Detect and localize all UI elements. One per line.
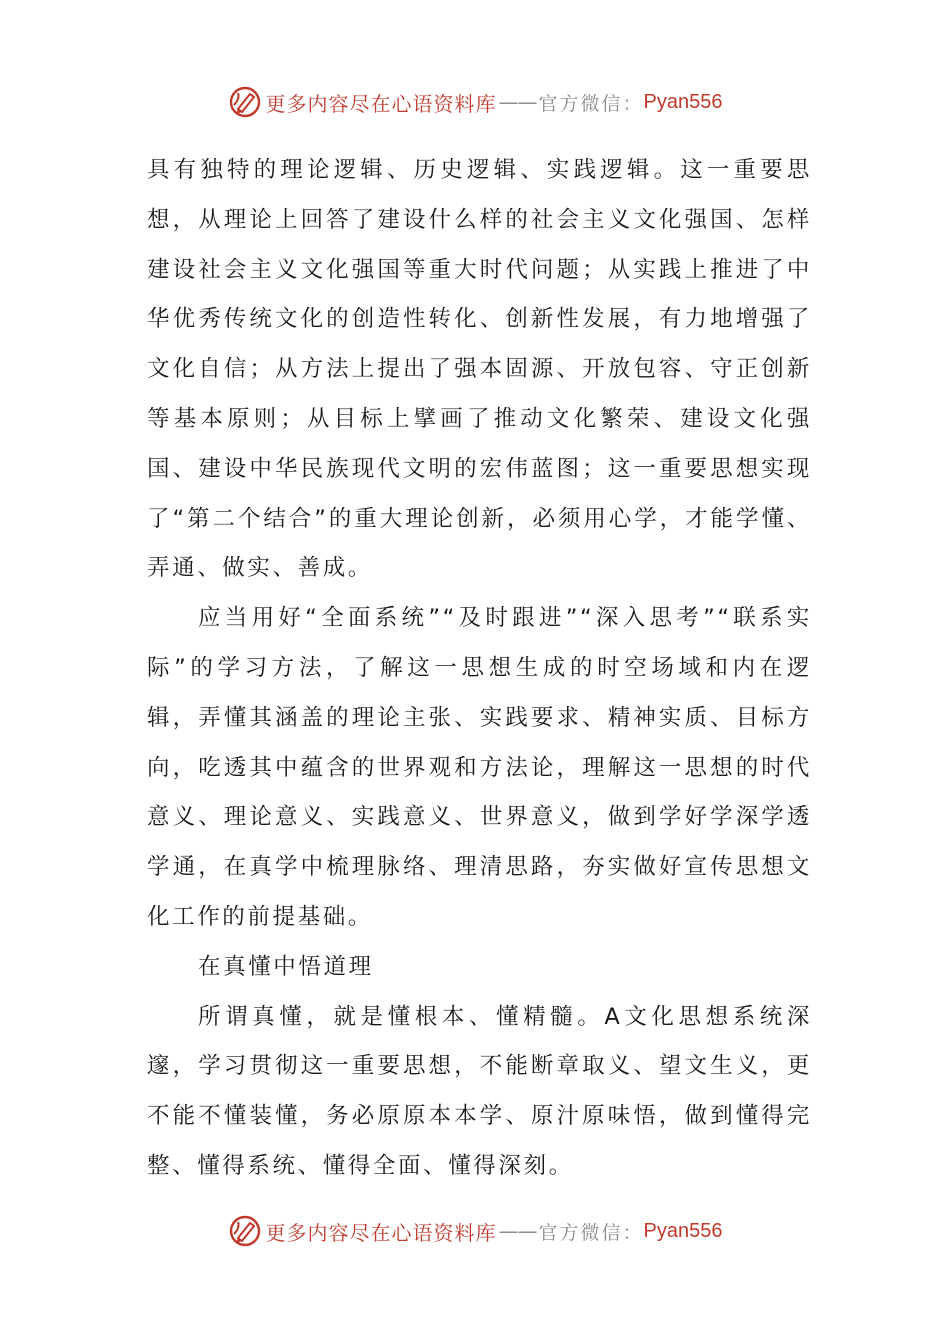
section-heading: 在真懂中悟道理 (198, 953, 374, 980)
footer-wechat-label: 官方微信： (538, 1221, 644, 1244)
header-banner (0, 82, 950, 122)
pen-logo-icon (228, 1214, 262, 1248)
paragraph-true-understanding: 所谓真懂，就是懂根本、懂精髓。A文化思想系统深邃，学习贯彻这一重要思想，不能断章取义、望文生义，更不能不懂装懂，务必原原本本学、原汁原味悟，做到懂得完整、懂得系统、懂得全面、懂得深刻。 (147, 1003, 812, 1179)
header-separator: —— (498, 90, 537, 114)
paragraph-continued: 具有独特的理论逻辑、历史逻辑、实践逻辑。这一重要思想，从理论上回答了建设什么样的社会主义文化强国、怎样建设社会主义文化强国等重大时代问题；从实践上推进了中华优秀传统文化的创造性转化、创新性发展，有力地增强了文化自信；从方法上提出了强本固源、开放包容、守正创新等基本原则；从目标上擘画了推动文化繁荣、建设文化强国、建设中华民族现代文明的宏伟蓝图；这一重要思想实现了“第二个结合”的重大理论创新，必须用心学，才能学懂、弄通、做实、善成。 (147, 157, 812, 582)
header-wechat-id: Pyan556 (643, 90, 723, 113)
paragraph-study-method: 应当用好“全面系统”“及时跟进”“深入思考”“联系实际”的学习方法，了解这一思想生成的时空场域和内在逻辑，弄懂其涵盖的理论主张、实践要求、精神实质、目标方向，吃透其中蕴含的世界观和方法论，理解这一思想的时代意义、理论意义、实践意义、世界意义，做到学好学深学透学通，在真学中梳理脉络、理清思路，夯实做好宣传思想文化工作的前提基础。 (147, 605, 812, 930)
document-body (147, 146, 812, 1192)
footer-brand-text: 更多内容尽在心语资料库 (265, 1220, 497, 1245)
header-wechat-label: 官方微信： (538, 92, 644, 115)
footer-wechat-id: Pyan556 (643, 1219, 723, 1242)
footer-banner (0, 1211, 950, 1251)
pen-logo-icon (228, 85, 262, 119)
footer-separator: —— (498, 1219, 537, 1243)
header-brand-text: 更多内容尽在心语资料库 (265, 91, 497, 116)
